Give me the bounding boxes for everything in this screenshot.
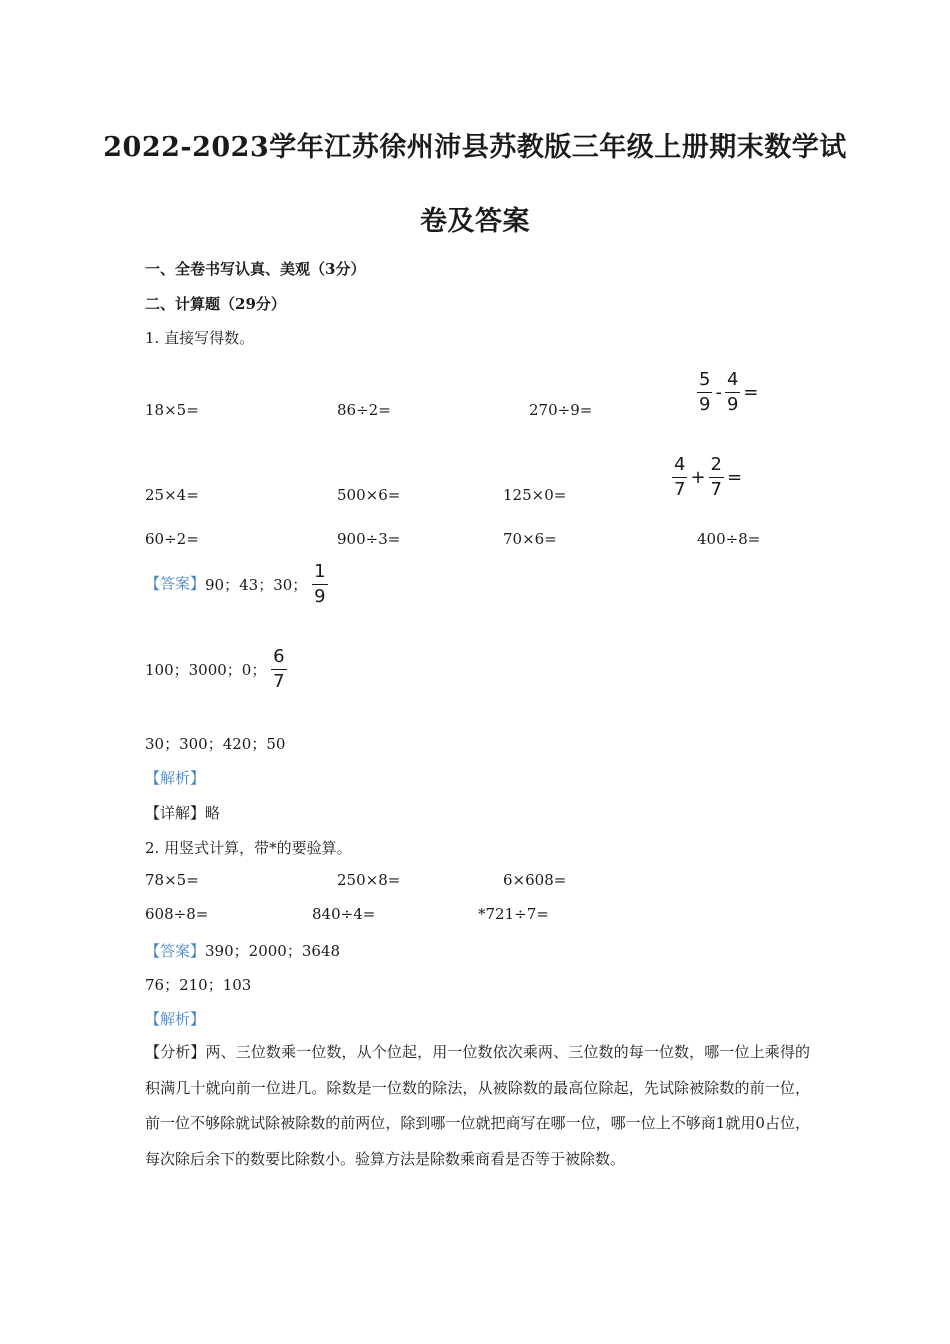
- q2-analysis-tag: 【解析】: [145, 1010, 206, 1028]
- fraction: $\frac{5}{9}$: [699, 369, 711, 415]
- q2-item: 608÷8=: [145, 905, 209, 923]
- q2-answer-line-2: 76；210；103: [145, 976, 252, 994]
- q1-detail: 【详解】略: [145, 804, 221, 822]
- q1-item: 25×4=: [145, 486, 199, 504]
- answer-tag: 【答案】: [145, 574, 206, 593]
- q2-answer-line-1: 【答案】390；2000；3648: [145, 942, 340, 960]
- fraction-expression-2: $\frac{4}{7}$ + $\frac{2}{7}$ =: [674, 454, 743, 500]
- answer-tag: 【答案】: [145, 942, 206, 960]
- q1-answer-line-3: 30；300；420；50: [145, 735, 286, 753]
- q1-item: 125×0=: [503, 486, 567, 504]
- analysis-label: 【分析】: [145, 1043, 206, 1061]
- answer-fraction-1: $\frac{1}{9}$: [314, 561, 326, 607]
- q2-item: 250×8=: [337, 871, 401, 889]
- question-1-label: 1. 直接写得数。: [145, 329, 255, 347]
- fraction: $\frac{4}{7}$: [674, 454, 686, 500]
- q2-item: *721÷7=: [478, 905, 549, 923]
- q1-answer-line-1: 【答案】90；43；30； $\frac{1}{9}$: [145, 561, 326, 607]
- q1-analysis-tag: 【解析】: [145, 769, 206, 787]
- detail-tag: 【详解】: [145, 804, 206, 822]
- fraction: $\frac{4}{9}$: [726, 369, 739, 415]
- q2-item: 6×608=: [503, 871, 567, 889]
- document-title-line1: 2022-2023学年江苏徐州沛县苏教版三年级上册期末数学试: [103, 132, 847, 163]
- q2-item: 78×5=: [145, 871, 199, 889]
- answer-fraction-2: $\frac{6}{7}$: [273, 646, 285, 692]
- q1-item: 500×6=: [337, 486, 401, 504]
- question-2-label: 2. 用竖式计算，带*的要验算。: [145, 839, 352, 857]
- q2-analysis-paragraph: 【分析】两、三位数乘一位数，从个位起，用一位数依次乘两、三位数的每一位数，哪一位上乘得的积满几十就向前一位进几。除数是一位数的除法，从被除数的最高位除起，先试除被除数的前一位，前一位不够除就试除被除数的前两位，除到哪一位就把商写在哪一位，哪一位上不够商1就用0占位，每次除后余下的数要比除数小。验算方法是除数乘商看是否等于被除数。: [145, 1043, 810, 1168]
- section-heading-1: 一、全卷书写认真、美观（3分）: [145, 260, 366, 278]
- q1-item: 270÷9=: [529, 401, 593, 419]
- q2-item: 840÷4=: [312, 905, 376, 923]
- section-heading-2: 二、计算题（29分）: [145, 295, 286, 313]
- fraction: $\frac{2}{7}$: [710, 454, 722, 500]
- q1-item: 18×5=: [145, 401, 199, 419]
- q1-item: 400÷8=: [697, 530, 761, 548]
- fraction-expression-1: $\frac{5}{9}$ - $\frac{4}{9}$ =: [699, 369, 759, 415]
- q1-item: 60÷2=: [145, 530, 199, 548]
- q1-answer-line-2: 100；3000；0； $\frac{6}{7}$: [145, 646, 285, 692]
- q1-item: 70×6=: [503, 530, 557, 548]
- q1-item: 900÷3=: [337, 530, 401, 548]
- document-title-line2: 卷及答案: [420, 206, 530, 237]
- q1-item: 86÷2=: [337, 401, 391, 419]
